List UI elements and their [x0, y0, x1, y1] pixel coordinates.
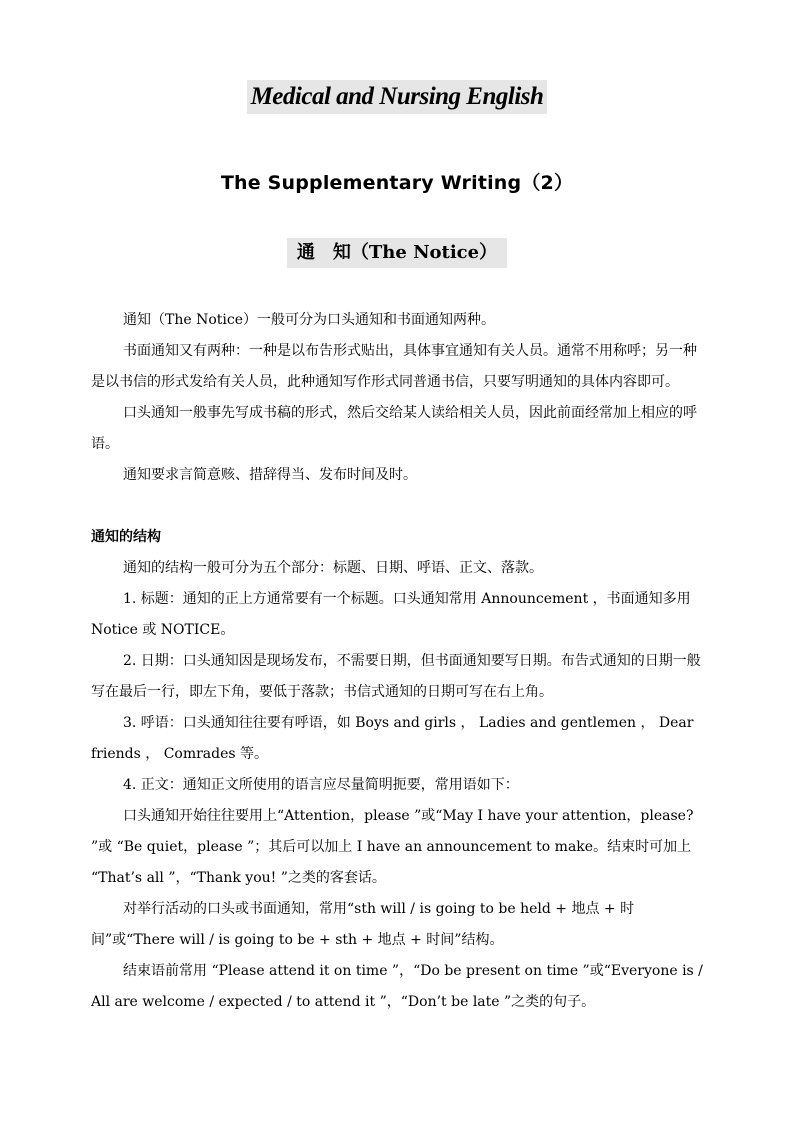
- section-title: 通 知（The Notice）: [287, 238, 507, 268]
- phrase-oral-opening: 口头通知开始往往要用上“Attention，please ”或“May I have your attention，please? ”或 “Be quiet，please ”；其后可以加上 I have an announcement to make。结束时可加上 “That’s all ”，“Thank you! ”之类的客套话。: [91, 808, 694, 886]
- structure-heading: 通知的结构: [91, 529, 161, 545]
- body-text: [91, 305, 705, 1018]
- header-title: Medical and Nursing English: [247, 80, 548, 114]
- paragraph-intro: 通知（The Notice）一般可分为口头通知和书面通知两种。: [123, 312, 495, 328]
- structure-item-salutation: 3. 呼语：口头通知往往要有呼语，如 Boys and girls ， Ladies and gentlemen ， Dear friends ， Comrades 等。: [91, 715, 694, 762]
- phrase-closing: 结束语前常用 “Please attend it on time ”，“Do be present on time ”或“Everyone is / All are welcome / expected / to attend it ”，“Don’t be late ”之类的句子。: [91, 963, 703, 1010]
- phrase-event-notice: 对举行活动的口头或书面通知，常用“sth will / is going to be held + 地点 + 时间”或“There will / is going to be + sth + 地点 + 时间”结构。: [91, 901, 635, 948]
- header: [0, 80, 794, 114]
- structure-intro: 通知的结构一般可分为五个部分：标题、日期、呼语、正文、落款。: [123, 560, 543, 576]
- document-subtitle: The Supplementary Writing（2）: [220, 172, 574, 194]
- paragraph-requirements: 通知要求言简意赅、措辞得当、发布时间及时。: [123, 467, 417, 483]
- spacer: [91, 491, 705, 522]
- section-heading: [0, 238, 794, 268]
- structure-item-title: 1. 标题：通知的正上方通常要有一个标题。口头通知常用 Announcement ，书面通知多用 Notice 或 NOTICE。: [91, 591, 691, 638]
- paragraph-written-notice: 书面通知又有两种：一种是以布告形式贴出，具体事宜通知有关人员。通常不用称呼；另一种是以书信的形式发给有关人员，此种通知写作形式同普通书信，只要写明通知的具体内容即可。: [91, 343, 697, 390]
- structure-item-date: 2. 日期：口头通知因是现场发布，不需要日期，但书面通知要写日期。布告式通知的日期一般写在最后一行，即左下角，要低于落款；书信式通知的日期可写在右上角。: [91, 653, 701, 700]
- structure-item-body: 4. 正文：通知正文所使用的语言应尽量简明扼要，常用语如下：: [123, 777, 519, 793]
- paragraph-oral-notice: 口头通知一般事先写成书稿的形式，然后交给某人读给相关人员，因此前面经常加上相应的呼语。: [91, 405, 697, 452]
